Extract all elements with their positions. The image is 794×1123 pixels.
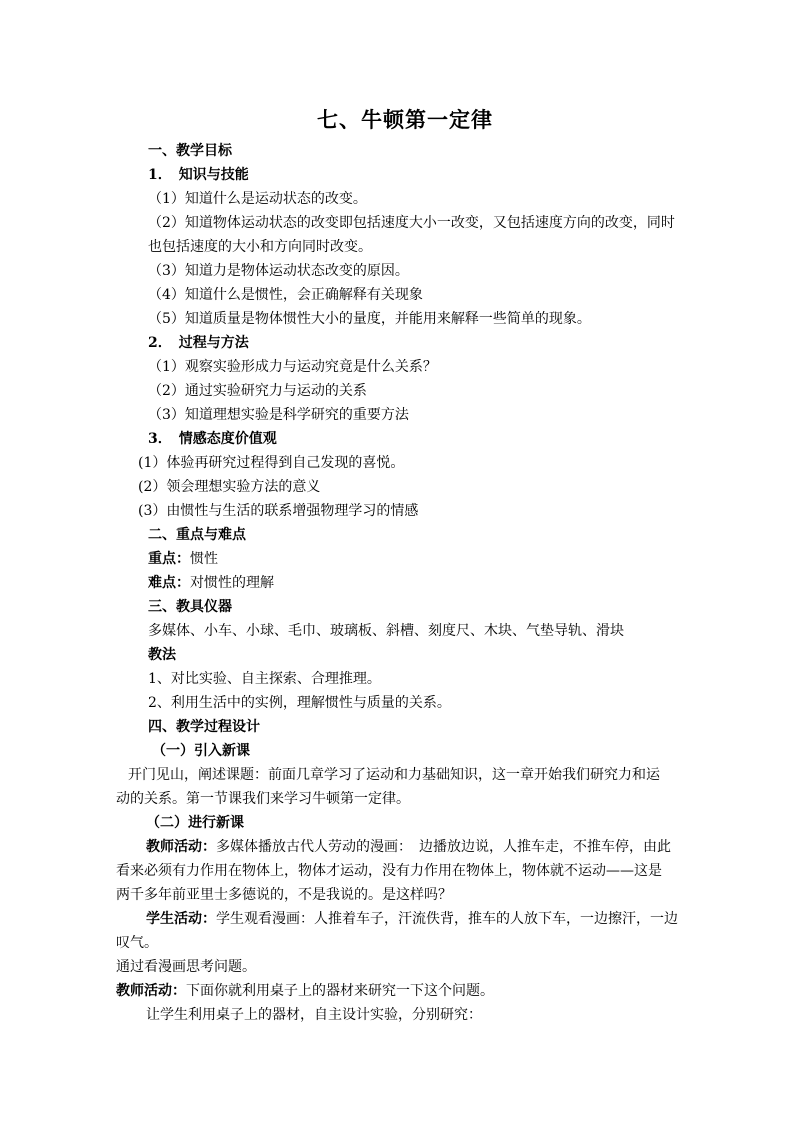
paragraph-line: 让学生利用桌子上的器材，自主设计实验，分别研究： <box>146 1007 482 1023</box>
teacher-activity-label: 教师活动： <box>146 839 216 855</box>
list-item: （1）知道什么是运动状态的改变。 <box>148 191 367 207</box>
teacher-activity-text: 多媒体播放古代人劳动的漫画： 边播放边说，人推车走，不推车停，由此 <box>216 839 671 855</box>
list-item: （2）知道物体运动状态的改变即包括速度大小一改变，又包括速度方向的改变，同时 <box>148 215 675 231</box>
list-item: 2、利用生活中的实例，理解惯性与质量的关系。 <box>148 695 451 711</box>
list-item: （2）通过实验研究力与运动的关系 <box>148 383 367 399</box>
list-item: （4）知道什么是惯性，会正确解释有关现象 <box>148 287 423 303</box>
list-item: （3）知道力是物体运动状态改变的原因。 <box>148 263 409 279</box>
difficulty-label: 难点： <box>148 575 190 591</box>
list-item: (3）由惯性与生活的联系增强物理学习的情感 <box>138 503 419 519</box>
teacher-activity-line <box>146 838 671 856</box>
subheading-new-lesson: （二）进行新课 <box>146 815 244 831</box>
paragraph-line: 通过看漫画思考问题。 <box>116 959 256 975</box>
list-item: （5）知道质量是物体惯性大小的量度，并能用来解释一些简单的现象。 <box>148 311 591 327</box>
student-activity-line <box>146 910 678 928</box>
list-item: （1）观察实验形成力与运动究竟是什么关系？ <box>148 359 437 375</box>
list-item-continuation: 也包括速度的大小和方向同时改变。 <box>148 239 372 255</box>
key-point-line <box>148 550 218 568</box>
teacher-activity-line <box>116 982 494 1000</box>
section-heading-key-difficulty: 二、重点与难点 <box>148 527 246 543</box>
section-heading-objectives: 一、教学目标 <box>148 143 232 159</box>
teacher-activity-label: 教师活动： <box>116 983 186 999</box>
list-item: 1、对比实验、自主探索、合理推理。 <box>148 671 381 687</box>
list-item: （3）知道理想实验是科学研究的重要方法 <box>148 407 409 423</box>
paragraph-line: 看来必须有力作用在物体上，物体才运动，没有力作用在物体上，物体就不运动——这是 <box>116 863 662 879</box>
difficulty-value: 对惯性的理解 <box>190 575 274 591</box>
teaching-method-heading: 教法 <box>148 647 176 663</box>
student-activity-label: 学生活动： <box>146 911 216 927</box>
subheading-attitudes-values: 3． 情感态度价值观 <box>148 431 277 447</box>
key-point-label: 重点： <box>148 551 190 567</box>
difficulty-line <box>148 574 274 592</box>
teacher-activity-text: 下面你就利用桌子上的器材来研究一下这个问题。 <box>186 983 494 999</box>
student-activity-text: 学生观看漫画：人推着车子，汗流佚背，推车的人放下车，一边擦汗，一边 <box>216 911 678 927</box>
subheading-introduction: （一）引入新课 <box>152 743 250 759</box>
list-item: (1）体验再研究过程得到自己发现的喜悦。 <box>138 455 405 471</box>
subheading-knowledge-skills: 1． 知识与技能 <box>148 167 249 183</box>
page-title: 七、牛顿第一定律 <box>317 107 493 132</box>
paragraph-line: 动的关系。第一节课我们来学习牛顿第一定律。 <box>116 791 410 807</box>
section-heading-equipment: 三、教具仪器 <box>148 599 232 615</box>
key-point-value: 惯性 <box>190 551 218 567</box>
paragraph-line: 开门见山，阐述课题：前面几章学习了运动和力基础知识，这一章开始我们研究力和运 <box>128 767 660 783</box>
list-item: (2）领会理想实验方法的意义 <box>138 479 321 495</box>
subheading-process-methods: 2． 过程与方法 <box>148 335 249 351</box>
section-heading-process-design: 四、教学过程设计 <box>148 719 260 735</box>
paragraph-line: 叹气。 <box>116 935 158 951</box>
equipment-list: 多媒体、小车、小球、毛巾、玻璃板、斜槽、刻度尺、木块、气垫导轨、滑块 <box>148 623 624 639</box>
paragraph-line: 两千多年前亚里士多德说的，不是我说的。是这样吗？ <box>116 887 452 903</box>
